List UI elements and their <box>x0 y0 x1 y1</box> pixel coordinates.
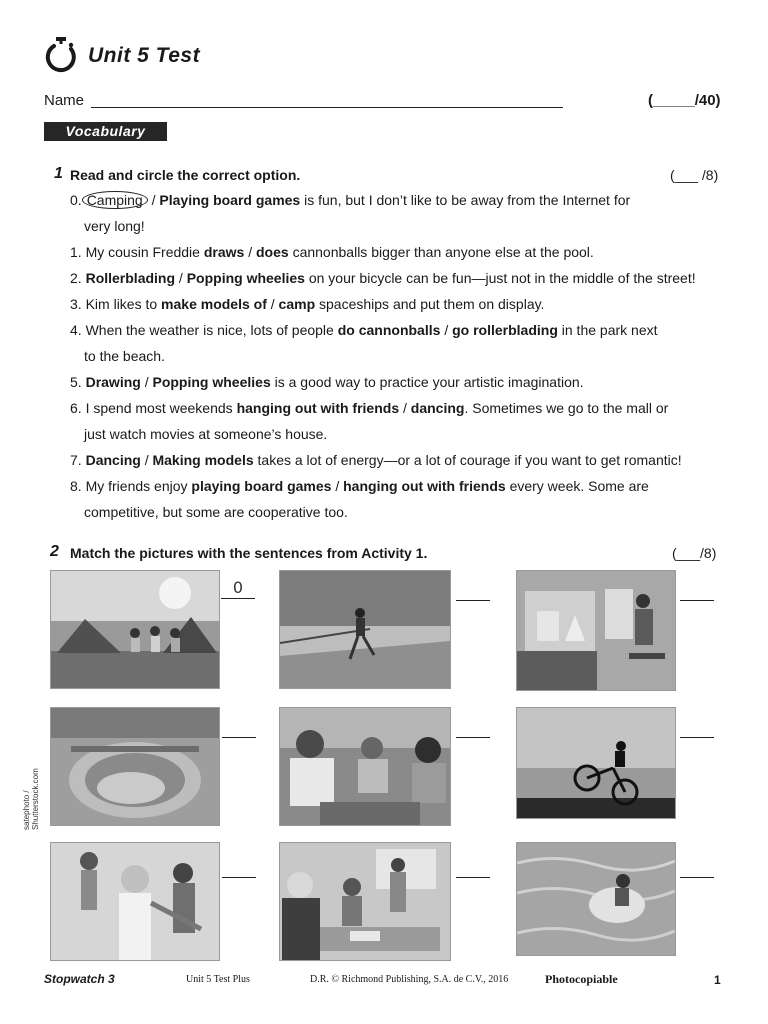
example-item: 0. Camping / Playing board games is fun, but I don’t like to be away from the Internet for very long! <box>70 192 631 234</box>
option-a[interactable]: draws <box>203 244 245 260</box>
footer-copyright: D.R. © Richmond Publishing, S.A. de C.V., 2016 <box>310 974 509 985</box>
section-banner: Vocabulary <box>44 122 167 141</box>
activity2-number: 2 <box>50 543 59 560</box>
footer-photocopiable: Photocopiable <box>545 972 618 986</box>
answer-line[interactable] <box>222 737 256 738</box>
answer-line[interactable] <box>456 600 490 601</box>
camping-photo <box>50 570 220 689</box>
answer-line[interactable] <box>456 877 490 878</box>
circled-answer: Camping <box>82 191 148 209</box>
option-b[interactable]: Making models <box>152 452 254 468</box>
list-item: 7. Dancing / Making models takes a lot of energy—or a lot of courage if you want to get romantic! <box>70 452 682 468</box>
activity2-instruction: Match the pictures with the sentences from Activity 1. <box>70 545 428 561</box>
option-a[interactable]: do cannonballs <box>337 322 441 338</box>
list-item: 3. Kim likes to make models of / camp spaceships and put them on display. <box>70 296 545 312</box>
page-title: Unit 5 Test <box>88 44 201 67</box>
option-a[interactable]: playing board games <box>191 478 332 494</box>
list-item: 2. Rollerblading / Popping wheelies on your bicycle can be fun—just not in the middle of the street! <box>70 270 696 286</box>
answer-line[interactable] <box>456 737 490 738</box>
list-item: 4. When the weather is nice, lots of people do cannonballs / go rollerblading in the park next to the beach. <box>70 322 658 364</box>
page-number: 1 <box>714 973 721 987</box>
option-a[interactable]: Dancing <box>85 452 141 468</box>
total-score: (_____/40) <box>648 92 721 109</box>
activity1-instruction: Read and circle the correct option. <box>70 167 301 183</box>
option-b[interactable]: camp <box>278 296 316 312</box>
option-b[interactable]: Popping wheelies <box>186 270 305 286</box>
option-b[interactable]: does <box>256 244 289 260</box>
dancing-photo <box>50 842 220 961</box>
activity1-number: 1 <box>54 165 63 182</box>
name-label: Name <box>44 92 85 109</box>
option-b[interactable]: dancing <box>410 400 465 416</box>
activity2-score: (___/8) <box>672 545 717 561</box>
option-b[interactable]: go rollerblading <box>452 322 558 338</box>
answer-line[interactable] <box>680 737 714 738</box>
list-item: 5. Drawing / Popping wheelies is a good way to practice your artistic imagination. <box>70 374 584 390</box>
answer-line[interactable] <box>222 877 256 878</box>
cannonball-pool-photo <box>516 842 676 956</box>
drawing-photo <box>516 570 676 691</box>
friends-hanging-out-photo <box>279 707 451 826</box>
name-input-line[interactable] <box>91 107 563 108</box>
bike-wheelie-photo <box>516 707 676 819</box>
option-b[interactable]: Popping wheelies <box>152 374 271 390</box>
option-a[interactable]: Rollerblading <box>85 270 176 286</box>
activity1-score: (___ /8) <box>670 167 719 183</box>
board-games-photo <box>279 842 451 961</box>
option-a[interactable]: make models of <box>161 296 267 312</box>
photo-credit: satephoto / Shutterstock.com <box>22 768 40 830</box>
list-item: 6. I spend most weekends hanging out with friends / dancing. Sometimes we go to the mall or just watch movies at someone’s house. <box>70 400 669 442</box>
option-b[interactable]: hanging out with friends <box>343 478 506 494</box>
option-b: Playing board games <box>159 192 301 208</box>
list-item: 1. My cousin Freddie draws / does cannonballs bigger than anyone else at the pool. <box>70 244 594 260</box>
footer-unit: Unit 5 Test Plus <box>186 974 250 985</box>
stopwatch-icon <box>44 36 78 76</box>
item-number: 0. <box>70 192 82 208</box>
footer-logo: Stopwatch 3 <box>44 972 115 986</box>
list-item: 8. My friends enjoy playing board games / hanging out with friends every week. Some are competitive, but some are cooperative too. <box>70 478 649 520</box>
answer-line[interactable] <box>680 877 714 878</box>
answer-line[interactable] <box>680 600 714 601</box>
option-a[interactable]: Drawing <box>85 374 141 390</box>
answer-line[interactable] <box>221 598 255 599</box>
example-answer: 0 <box>232 578 244 597</box>
rollerblading-photo <box>279 570 451 689</box>
option-a[interactable]: hanging out with friends <box>236 400 400 416</box>
spaceship-model-photo <box>50 707 220 826</box>
